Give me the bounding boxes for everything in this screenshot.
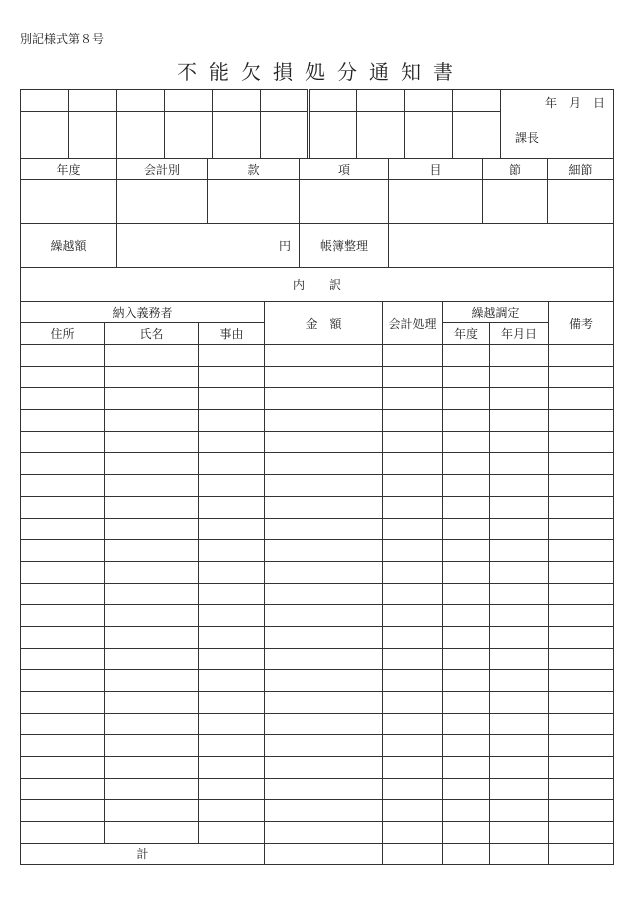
remarks-cell[interactable] (549, 583, 614, 605)
document-title: 不能欠損処分通知書 (177, 60, 465, 84)
stamp-box[interactable] (453, 112, 501, 159)
amount-cell[interactable] (265, 670, 383, 692)
accounting-cell[interactable] (383, 605, 443, 627)
adjust-year-cell[interactable] (443, 626, 490, 648)
stamp-box[interactable] (165, 90, 213, 112)
accounting-cell[interactable] (383, 822, 443, 844)
adjust-year-cell[interactable] (443, 561, 490, 583)
adjust-year-cell[interactable] (443, 583, 490, 605)
remarks-cell[interactable] (549, 518, 614, 540)
adjust-year-cell[interactable] (443, 540, 490, 562)
remarks-cell[interactable] (549, 475, 614, 497)
address-cell[interactable] (21, 822, 105, 844)
name-cell[interactable] (105, 475, 199, 497)
table-row (21, 778, 614, 800)
reason-cell[interactable] (199, 496, 265, 518)
table-row (21, 540, 614, 562)
adjust-date-cell[interactable] (490, 800, 549, 822)
adjust-date-cell[interactable] (490, 822, 549, 844)
remarks-cell[interactable] (549, 561, 614, 583)
name-cell[interactable] (105, 692, 199, 714)
address-cell[interactable] (21, 540, 105, 562)
amount-cell[interactable] (265, 583, 383, 605)
accounting-cell[interactable] (383, 735, 443, 757)
amount-cell[interactable] (265, 605, 383, 627)
adjust-date-cell[interactable] (490, 605, 549, 627)
adjust-date-cell[interactable] (490, 453, 549, 475)
accounting-cell[interactable] (383, 757, 443, 779)
address-cell[interactable] (21, 735, 105, 757)
remarks-cell[interactable] (549, 345, 614, 367)
stamp-box[interactable] (213, 112, 261, 159)
address-cell[interactable] (21, 410, 105, 432)
accounting-cell[interactable] (383, 540, 443, 562)
reason-cell[interactable] (199, 540, 265, 562)
remarks-cell[interactable] (549, 388, 614, 410)
reason-cell[interactable] (199, 453, 265, 475)
stamp-box[interactable] (357, 112, 405, 159)
adjust-date-cell[interactable] (490, 561, 549, 583)
table-row (21, 561, 614, 583)
kou-field[interactable] (300, 180, 389, 224)
table-row (21, 605, 614, 627)
adjust-date-cell[interactable] (490, 540, 549, 562)
name-cell[interactable] (105, 561, 199, 583)
table-row (21, 800, 614, 822)
date-chief-cell (501, 90, 614, 159)
name-header: 氏名 (105, 323, 199, 345)
reason-cell[interactable] (199, 800, 265, 822)
adjust-date-cell[interactable] (490, 757, 549, 779)
table-row (21, 496, 614, 518)
detail-table (20, 301, 614, 865)
header-moku: 目 (389, 159, 483, 180)
amount-cell[interactable] (265, 757, 383, 779)
remarks-header: 備考 (549, 302, 614, 345)
ledger-label: 帳簿整理 (300, 224, 389, 268)
accounting-cell[interactable] (383, 713, 443, 735)
stamp-box[interactable] (117, 90, 165, 112)
adjust-date-cell[interactable] (490, 713, 549, 735)
header-account: 会計別 (117, 159, 208, 180)
remarks-cell[interactable] (549, 605, 614, 627)
obligor-header: 納入義務者 (21, 302, 265, 323)
adjust-date-header: 年月日 (490, 323, 549, 345)
remarks-cell[interactable] (549, 453, 614, 475)
name-cell[interactable] (105, 626, 199, 648)
adjust-date-cell[interactable] (490, 583, 549, 605)
address-cell[interactable] (21, 648, 105, 670)
address-cell[interactable] (21, 475, 105, 497)
stamp-box[interactable] (309, 112, 357, 159)
name-cell[interactable] (105, 605, 199, 627)
carryover-amount-field[interactable] (117, 224, 300, 268)
adjust-year-cell[interactable] (443, 713, 490, 735)
accounting-cell[interactable] (383, 561, 443, 583)
adjust-year-cell[interactable] (443, 822, 490, 844)
remarks-cell[interactable] (549, 410, 614, 432)
accounting-cell[interactable] (383, 648, 443, 670)
adjust-year-header: 年度 (443, 323, 490, 345)
remarks-cell[interactable] (549, 757, 614, 779)
accounting-cell[interactable] (383, 453, 443, 475)
remarks-cell[interactable] (549, 713, 614, 735)
table-row (21, 388, 614, 410)
saisetsu-field[interactable] (548, 180, 614, 224)
total-accounting-field[interactable] (383, 843, 443, 864)
reason-cell[interactable] (199, 518, 265, 540)
amount-cell[interactable] (265, 713, 383, 735)
stamp-box[interactable] (165, 112, 213, 159)
date-label: 年 月 日 (544, 96, 605, 110)
amount-cell[interactable] (265, 800, 383, 822)
budget-table (20, 158, 614, 302)
reason-cell[interactable] (199, 757, 265, 779)
adjust-year-cell[interactable] (443, 388, 490, 410)
adjust-year-cell[interactable] (443, 648, 490, 670)
stamp-box[interactable] (117, 112, 165, 159)
reason-cell[interactable] (199, 778, 265, 800)
name-cell[interactable] (105, 757, 199, 779)
adjust-year-cell[interactable] (443, 735, 490, 757)
table-row (21, 583, 614, 605)
stamp-box[interactable] (69, 90, 117, 112)
amount-cell[interactable] (265, 431, 383, 453)
accounting-cell[interactable] (383, 800, 443, 822)
reason-header: 事由 (199, 323, 265, 345)
name-cell[interactable] (105, 496, 199, 518)
name-cell[interactable] (105, 778, 199, 800)
adjust-date-cell[interactable] (490, 345, 549, 367)
breakdown-title: 内 訳 (21, 268, 614, 302)
stamp-box[interactable] (213, 90, 261, 112)
name-cell[interactable] (105, 388, 199, 410)
accounting-cell[interactable] (383, 583, 443, 605)
name-cell[interactable] (105, 518, 199, 540)
setsu-field[interactable] (483, 180, 548, 224)
total-remarks-field[interactable] (549, 843, 614, 864)
name-cell[interactable] (105, 735, 199, 757)
address-cell[interactable] (21, 800, 105, 822)
accounting-header: 会計処理 (383, 302, 443, 345)
stamp-box[interactable] (21, 112, 69, 159)
table-row (21, 475, 614, 497)
amount-cell[interactable] (265, 648, 383, 670)
accounting-cell[interactable] (383, 670, 443, 692)
name-cell[interactable] (105, 431, 199, 453)
remarks-cell[interactable] (549, 366, 614, 388)
header-fiscal-year: 年度 (21, 159, 117, 180)
remarks-cell[interactable] (549, 692, 614, 714)
name-cell[interactable] (105, 410, 199, 432)
address-cell[interactable] (21, 345, 105, 367)
adjust-year-cell[interactable] (443, 431, 490, 453)
table-row (21, 626, 614, 648)
name-cell[interactable] (105, 540, 199, 562)
amount-cell[interactable] (265, 410, 383, 432)
form-number: 別記様式第８号 (20, 32, 105, 46)
adjust-year-cell[interactable] (443, 410, 490, 432)
address-cell[interactable] (21, 366, 105, 388)
name-cell[interactable] (105, 345, 199, 367)
adjust-date-cell[interactable] (490, 475, 549, 497)
reason-cell[interactable] (199, 605, 265, 627)
reason-cell[interactable] (199, 735, 265, 757)
reason-cell[interactable] (199, 431, 265, 453)
amount-cell[interactable] (265, 453, 383, 475)
name-cell[interactable] (105, 822, 199, 844)
name-cell[interactable] (105, 648, 199, 670)
amount-cell[interactable] (265, 366, 383, 388)
adjust-year-cell[interactable] (443, 778, 490, 800)
adjust-date-cell[interactable] (490, 410, 549, 432)
name-cell[interactable] (105, 453, 199, 475)
amount-header: 金 額 (265, 302, 383, 345)
reason-cell[interactable] (199, 583, 265, 605)
reason-cell[interactable] (199, 410, 265, 432)
amount-cell[interactable] (265, 735, 383, 757)
accounting-cell[interactable] (383, 692, 443, 714)
remarks-cell[interactable] (549, 670, 614, 692)
table-row (21, 692, 614, 714)
remarks-cell[interactable] (549, 800, 614, 822)
address-cell[interactable] (21, 626, 105, 648)
reason-cell[interactable] (199, 626, 265, 648)
adjust-date-cell[interactable] (490, 670, 549, 692)
adjust-date-cell[interactable] (490, 518, 549, 540)
account-field[interactable] (117, 180, 208, 224)
carryover-adjust-header: 繰越調定 (443, 302, 549, 323)
adjust-date-cell[interactable] (490, 648, 549, 670)
adjust-date-cell[interactable] (490, 692, 549, 714)
address-cell[interactable] (21, 453, 105, 475)
reason-cell[interactable] (199, 366, 265, 388)
address-cell[interactable] (21, 757, 105, 779)
stamp-box[interactable] (69, 112, 117, 159)
stamp-box[interactable] (261, 90, 309, 112)
address-header: 住所 (21, 323, 105, 345)
header-saisetsu: 細節 (548, 159, 614, 180)
name-cell[interactable] (105, 583, 199, 605)
accounting-cell[interactable] (383, 388, 443, 410)
address-cell[interactable] (21, 778, 105, 800)
reason-cell[interactable] (199, 822, 265, 844)
adjust-date-cell[interactable] (490, 778, 549, 800)
amount-cell[interactable] (265, 778, 383, 800)
amount-cell[interactable] (265, 496, 383, 518)
reason-cell[interactable] (199, 561, 265, 583)
remarks-cell[interactable] (549, 735, 614, 757)
remarks-cell[interactable] (549, 648, 614, 670)
header-kan: 款 (208, 159, 300, 180)
stamp-box[interactable] (309, 90, 357, 112)
amount-cell[interactable] (265, 345, 383, 367)
amount-cell[interactable] (265, 540, 383, 562)
section-chief-label: 課長 (515, 131, 540, 145)
adjust-year-cell[interactable] (443, 800, 490, 822)
remarks-cell[interactable] (549, 431, 614, 453)
adjust-year-cell[interactable] (443, 453, 490, 475)
address-cell[interactable] (21, 670, 105, 692)
name-cell[interactable] (105, 670, 199, 692)
header-kou: 項 (300, 159, 389, 180)
yen-unit: 円 (278, 239, 291, 253)
remarks-cell[interactable] (549, 540, 614, 562)
kan-field[interactable] (208, 180, 300, 224)
reason-cell[interactable] (199, 713, 265, 735)
reason-cell[interactable] (199, 670, 265, 692)
reason-cell[interactable] (199, 475, 265, 497)
remarks-cell[interactable] (549, 496, 614, 518)
amount-cell[interactable] (265, 822, 383, 844)
table-row (21, 735, 614, 757)
accounting-cell[interactable] (383, 410, 443, 432)
reason-cell[interactable] (199, 345, 265, 367)
amount-cell[interactable] (265, 626, 383, 648)
reason-cell[interactable] (199, 692, 265, 714)
address-cell[interactable] (21, 605, 105, 627)
accounting-cell[interactable] (383, 496, 443, 518)
amount-cell[interactable] (265, 518, 383, 540)
table-row (21, 410, 614, 432)
name-cell[interactable] (105, 713, 199, 735)
fiscal-year-field[interactable] (21, 180, 117, 224)
adjust-year-cell[interactable] (443, 518, 490, 540)
adjust-year-cell[interactable] (443, 496, 490, 518)
adjust-date-cell[interactable] (490, 431, 549, 453)
table-row (21, 518, 614, 540)
adjust-year-cell[interactable] (443, 366, 490, 388)
detail-rows (21, 345, 614, 844)
table-row (21, 366, 614, 388)
address-cell[interactable] (21, 388, 105, 410)
adjust-date-cell[interactable] (490, 388, 549, 410)
address-cell[interactable] (21, 431, 105, 453)
stamp-box[interactable] (453, 90, 501, 112)
ledger-field[interactable] (389, 224, 614, 268)
adjust-date-cell[interactable] (490, 626, 549, 648)
address-cell[interactable] (21, 561, 105, 583)
total-amount-field[interactable] (265, 843, 383, 864)
address-cell[interactable] (21, 518, 105, 540)
table-row (21, 713, 614, 735)
adjust-date-cell[interactable] (490, 496, 549, 518)
name-cell[interactable] (105, 366, 199, 388)
carryover-label: 繰越額 (21, 224, 117, 268)
accounting-cell[interactable] (383, 345, 443, 367)
moku-field[interactable] (389, 180, 483, 224)
accounting-cell[interactable] (383, 475, 443, 497)
total-date-field[interactable] (490, 843, 549, 864)
total-year-field[interactable] (443, 843, 490, 864)
remarks-cell[interactable] (549, 778, 614, 800)
adjust-date-cell[interactable] (490, 366, 549, 388)
adjust-year-cell[interactable] (443, 605, 490, 627)
stamp-box[interactable] (405, 112, 453, 159)
reason-cell[interactable] (199, 388, 265, 410)
table-row (21, 345, 614, 367)
amount-cell[interactable] (265, 692, 383, 714)
adjust-year-cell[interactable] (443, 692, 490, 714)
address-cell[interactable] (21, 583, 105, 605)
adjust-year-cell[interactable] (443, 757, 490, 779)
table-row (21, 648, 614, 670)
adjust-year-cell[interactable] (443, 670, 490, 692)
table-row (21, 822, 614, 844)
remarks-cell[interactable] (549, 822, 614, 844)
stamp-box[interactable] (21, 90, 69, 112)
accounting-cell[interactable] (383, 518, 443, 540)
accounting-cell[interactable] (383, 366, 443, 388)
accounting-cell[interactable] (383, 431, 443, 453)
adjust-year-cell[interactable] (443, 345, 490, 367)
table-row (21, 453, 614, 475)
table-row (21, 670, 614, 692)
accounting-cell[interactable] (383, 778, 443, 800)
header-setsu: 節 (483, 159, 548, 180)
stamp-box[interactable] (261, 112, 309, 159)
amount-cell[interactable] (265, 475, 383, 497)
remarks-cell[interactable] (549, 626, 614, 648)
table-row (21, 757, 614, 779)
address-cell[interactable] (21, 713, 105, 735)
address-cell[interactable] (21, 496, 105, 518)
address-cell[interactable] (21, 692, 105, 714)
reason-cell[interactable] (199, 648, 265, 670)
stamp-table (20, 89, 614, 159)
stamp-box[interactable] (357, 90, 405, 112)
adjust-date-cell[interactable] (490, 735, 549, 757)
total-label: 計 (21, 843, 265, 864)
amount-cell[interactable] (265, 388, 383, 410)
accounting-cell[interactable] (383, 626, 443, 648)
adjust-year-cell[interactable] (443, 475, 490, 497)
table-row (21, 431, 614, 453)
name-cell[interactable] (105, 800, 199, 822)
stamp-box[interactable] (405, 90, 453, 112)
amount-cell[interactable] (265, 561, 383, 583)
